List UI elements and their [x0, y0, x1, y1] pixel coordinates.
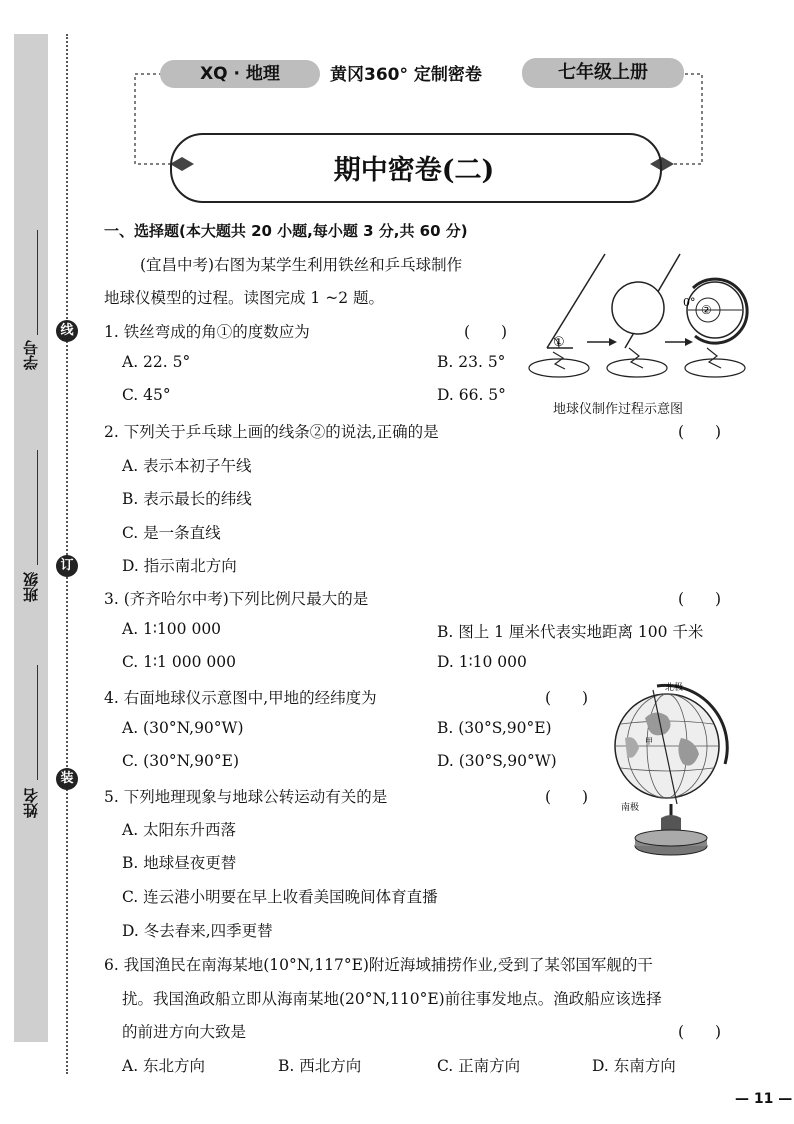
q6-stem-line-3: 的前进方向大致是: [122, 1023, 247, 1041]
intro-line-1: (宜昌中考)右图为某学生利用铁丝和乒乓球制作: [140, 256, 463, 274]
q4-option-c: C. (30°N,90°E): [122, 752, 240, 770]
q5-stem: 5. 下列地理现象与地球公转运动有关的是: [104, 788, 388, 806]
page-title: 期中密卷(二): [333, 155, 495, 186]
q3-option-b: B. 图上 1 厘米代表实地距离 100 千米: [437, 623, 704, 641]
class-label: 班级: [22, 572, 40, 602]
page-number: — 11 —: [735, 1091, 793, 1107]
q5-option-d: D. 冬去春来,四季更替: [122, 922, 273, 940]
q6-option-c: C. 正南方向: [437, 1057, 521, 1075]
q6-stem-line-2: 扰。我国渔政船立即从海南某地(20°N,110°E)前往事发地点。渔政船应该选择: [122, 990, 662, 1008]
q3-option-d: D. 1∶10 000: [437, 653, 527, 671]
q6-option-a: A. 东北方向: [122, 1057, 206, 1075]
grade-pill: 七年级上册: [522, 58, 684, 88]
fig2-south-pole-label: 南极: [621, 803, 640, 813]
q4-option-d: D. (30°S,90°W): [437, 752, 557, 770]
q4-option-a: A. (30°N,90°W): [122, 719, 244, 737]
q2-option-b: B. 表示最长的纬线: [122, 490, 252, 508]
class-line: [37, 450, 38, 565]
q1-option-a: A. 22. 5°: [122, 353, 191, 371]
figure-globe: [605, 678, 735, 863]
student-id-label: 学号: [22, 340, 40, 370]
series-title: 黄冈360° 定制密卷: [330, 65, 482, 85]
q2-stem: 2. 下列关于乒乓球上画的线条②的说法,正确的是: [104, 423, 439, 441]
subject-pill: XQ · 地理: [160, 60, 320, 88]
cut-mark-bind: 订: [56, 555, 78, 577]
intro-line-2: 地球仪模型的过程。读图完成 1 ~2 题。: [104, 289, 384, 307]
q1-option-c: C. 45°: [122, 386, 171, 404]
fig1-label-angle: ①: [553, 335, 565, 350]
figure1-caption: 地球仪制作过程示意图: [553, 402, 684, 417]
section-heading: 一、选择题(本大题共 20 小题,每小题 3 分,共 60 分): [104, 222, 468, 240]
q6-stem-line-1: 6. 我国渔民在南海某地(10°N,117°E)附近海域捕捞作业,受到了某邻国军舰的干: [104, 956, 653, 974]
q5-option-b: B. 地球昼夜更替: [122, 854, 237, 872]
q6-answer-paren: ( ): [678, 1023, 722, 1041]
q3-answer-paren: ( ): [678, 590, 722, 608]
student-id-line: [37, 230, 38, 335]
name-line: [37, 665, 38, 780]
fig1-label-zero: 0°: [683, 296, 696, 309]
figure-globe-making: [525, 248, 755, 393]
q3-option-a: A. 1∶100 000: [122, 620, 222, 638]
q3-stem: 3. (齐齐哈尔中考)下列比例尺最大的是: [104, 590, 369, 608]
q2-answer-paren: ( ): [678, 423, 722, 441]
q1-option-b: B. 23. 5°: [437, 353, 506, 371]
q4-stem: 4. 右面地球仪示意图中,甲地的经纬度为: [104, 689, 377, 707]
q5-answer-paren: ( ): [545, 788, 589, 806]
q2-option-a: A. 表示本初子午线: [122, 457, 252, 475]
q3-option-c: C. 1∶1 000 000: [122, 653, 236, 671]
q1-answer-paren: ( ): [464, 323, 508, 341]
cut-mark-staple: 装: [56, 768, 78, 790]
q5-option-c: C. 连云港小明要在早上收看美国晚间体育直播: [122, 888, 438, 906]
q1-option-d: D. 66. 5°: [437, 386, 506, 404]
q4-option-b: B. (30°S,90°E): [437, 719, 552, 737]
binding-dotted-line: [66, 34, 68, 1074]
fig2-point-jia-label: 甲: [645, 737, 653, 746]
q6-option-b: B. 西北方向: [278, 1057, 362, 1075]
name-label: 姓名: [22, 788, 40, 818]
fig2-north-pole-label: 北极: [665, 683, 684, 693]
q4-answer-paren: ( ): [545, 689, 589, 707]
q2-option-c: C. 是一条直线: [122, 524, 221, 542]
q2-option-d: D. 指示南北方向: [122, 557, 237, 575]
fig1-label-line: ②: [701, 303, 712, 317]
cut-mark-line: 线: [56, 320, 78, 342]
q5-option-a: A. 太阳东升西落: [122, 821, 237, 839]
q1-stem: 1. 铁丝弯成的角①的度数应为: [104, 323, 310, 341]
q6-option-d: D. 东南方向: [592, 1057, 676, 1075]
binding-strip: [14, 34, 48, 1042]
